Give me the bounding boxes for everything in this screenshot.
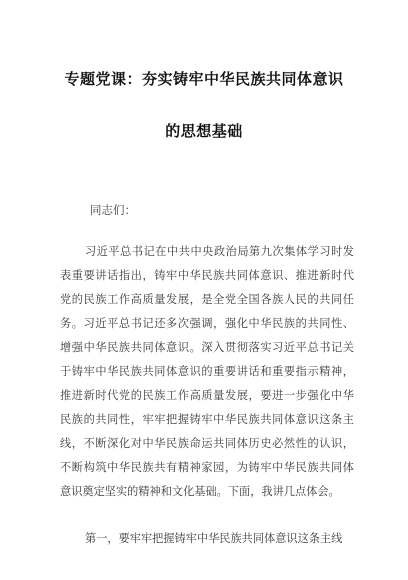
paragraph-line: 增强中华民族共同体意识。深入贯彻落实习近平总书记关: [60, 341, 354, 354]
paragraph-line: 习近平总书记在中共中央政治局第九次集体学习时发: [85, 245, 354, 258]
paragraph-line: 推进新时代党的民族工作高质量发展，要进一步强化中华: [60, 389, 354, 402]
paragraph-line: 务。习近平总书记还多次强调，强化中华民族的共同性、: [60, 317, 354, 330]
paragraph-line: 不断构筑中华民族共有精神家园，为铸牢中华民族共同体: [60, 461, 354, 474]
paragraph-line: 表重要讲话指出，铸牢中华民族共同体意识、推进新时代: [60, 269, 354, 282]
document-title-line-1: 专题党课：夯实铸牢中华民族共同体意识: [64, 70, 344, 88]
paragraph-line: 线，不断深化对中华民族命运共同体历史必然性的认识，: [60, 437, 354, 450]
salutation: 同志们：: [90, 203, 136, 217]
paragraph-line: 党的民族工作高质量发展，是全党全国各族人民的共同任: [60, 293, 354, 306]
document-title-line-2: 的思想基础: [165, 122, 243, 140]
paragraph-line: 意识奠定坚实的精神和文化基础。下面，我讲几点体会。: [60, 485, 340, 498]
paragraph-line: 民族的共同性，牢牢把握铸牢中华民族共同体意识这条主: [60, 413, 354, 426]
section-heading: 第一，要牢牢把握铸牢中华民族共同体意识这条主线: [85, 532, 343, 545]
paragraph-line: 于铸牢中华民族共同体意识的重要讲话和重要指示精神，: [60, 365, 354, 378]
